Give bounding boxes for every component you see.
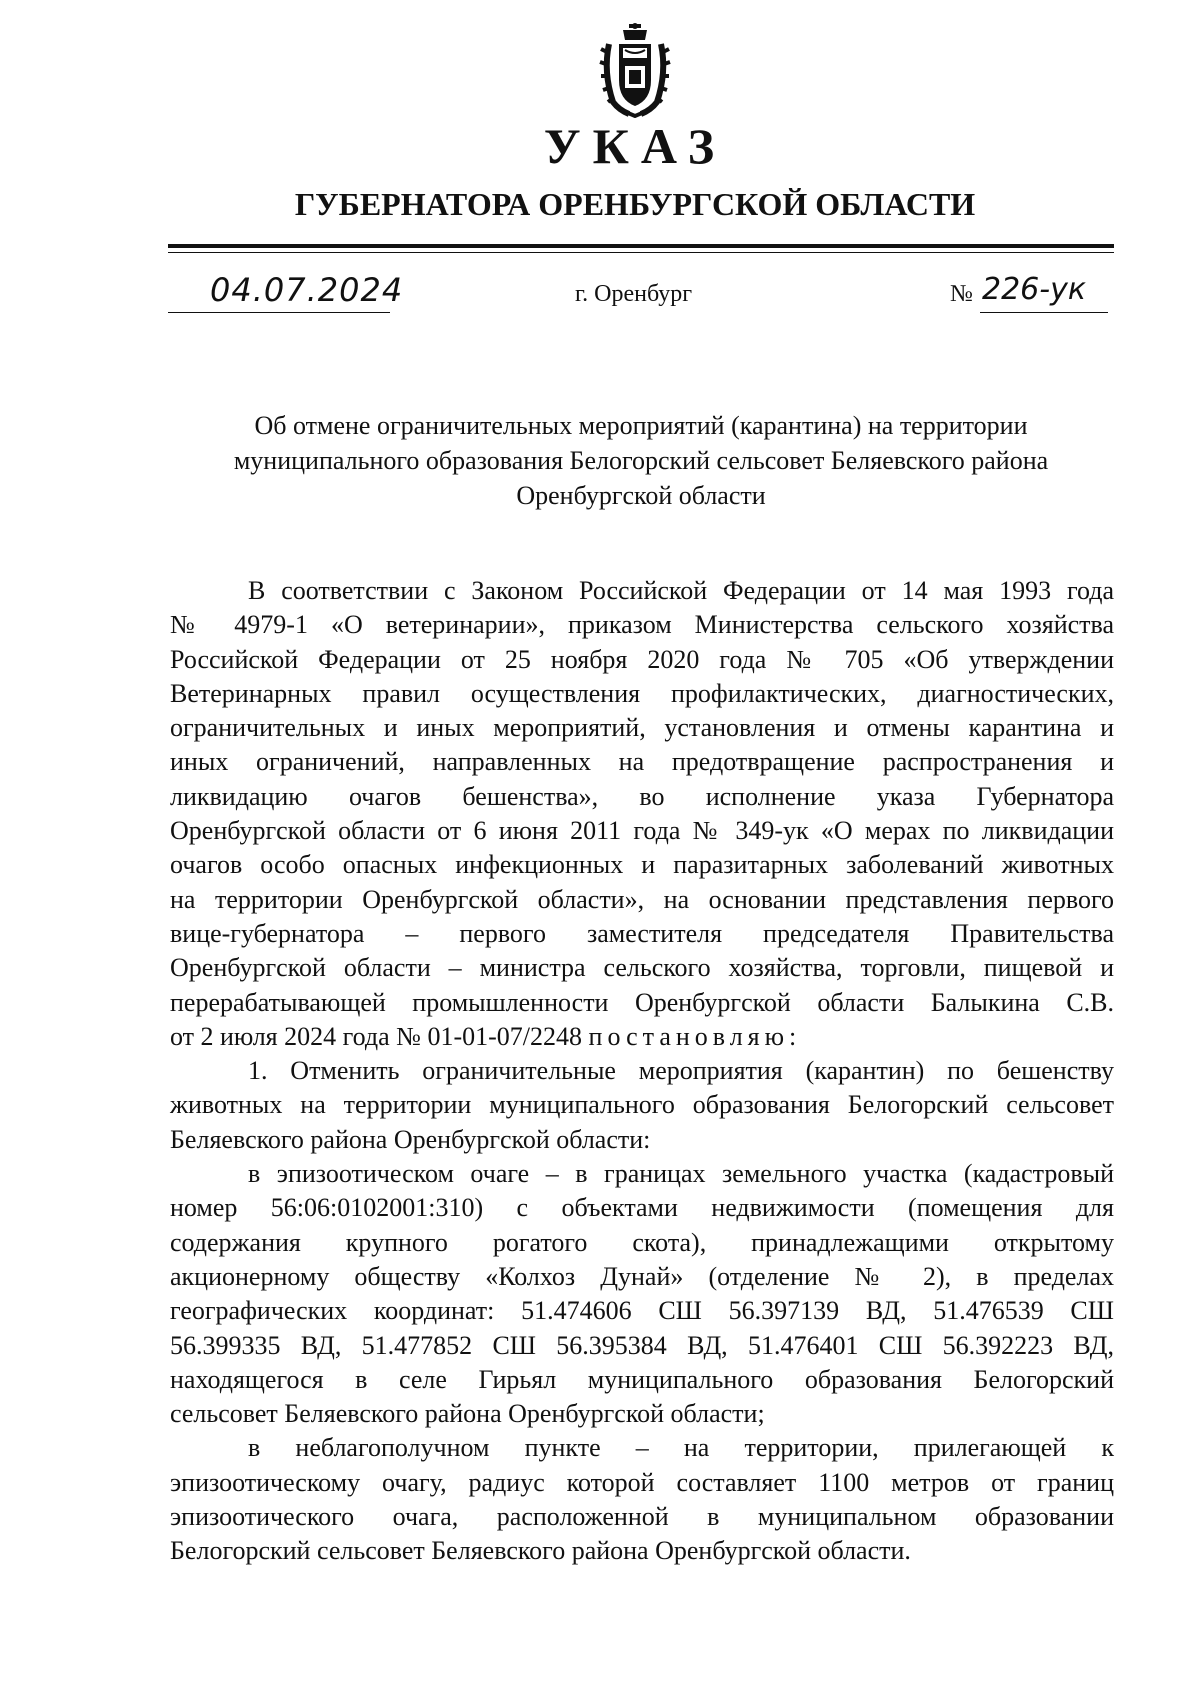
- body-line: В соответствии с Законом Российской Федерации от 14 мая 1993 года: [248, 576, 1114, 605]
- number-sign: №: [950, 281, 973, 307]
- coat-of-arms-icon: [599, 22, 671, 118]
- body-line: акционерному обществу «Колхоз Дунай» (отделение № 2), в пределах: [170, 1261, 1114, 1291]
- body-line: эпизоотическому очагу, радиус которой составляет 1100 метров от границ: [170, 1467, 1114, 1497]
- document-date: 04.07.2024: [210, 271, 404, 309]
- body-line: ограничительных и иных мероприятий, установления и отмены карантина и: [170, 713, 1114, 743]
- body-line: сельсовет Беляевского района Оренбургской области;: [170, 1399, 765, 1429]
- subject-line: муниципального образования Белогорский сельсовет Беляевского района: [233, 446, 1049, 475]
- body-line: иных ограничений, направленных на предотвращение распространения и: [170, 747, 1114, 777]
- header-divider-thin: [168, 252, 1114, 253]
- body-line: Оренбургской области от 6 июня 2011 года № 349-ук «О мерах по ликвидации: [170, 816, 1114, 846]
- body-line: ликвидацию очагов бешенства», во исполнение указа Губернатора: [170, 781, 1114, 811]
- document-body: [170, 574, 1114, 1569]
- body-line: географических координат: 51.474606 СШ 56.397139 ВД, 51.476539 СШ: [170, 1296, 1114, 1326]
- preamble-end: от 2 июля 2024 года № 01-01-07/2248: [170, 1021, 583, 1051]
- document-number: 226-ук: [982, 272, 1086, 307]
- date-underline: [168, 312, 390, 313]
- body-line: животных на территории муниципального образования Белогорский сельсовет: [170, 1090, 1114, 1120]
- subject-line: Оренбургской области: [516, 481, 766, 510]
- body-line: очагов особо опасных инфекционных и паразитарных заболеваний животных: [170, 850, 1114, 880]
- document-subject: [168, 408, 1114, 513]
- header-divider-thick: [168, 244, 1114, 248]
- body-line: перерабатывающей промышленности Оренбургской области Балыкина С.В.: [170, 987, 1114, 1017]
- subject-line: Об отмене ограничительных мероприятий (карантина) на территории: [254, 411, 1028, 440]
- body-line: 56.399335 ВД, 51.477852 СШ 56.395384 ВД, 51.476401 СШ 56.392223 ВД,: [170, 1330, 1114, 1360]
- document-issuer: ГУБЕРНАТОРА ОРЕНБУРГСКОЙ ОБЛАСТИ: [294, 186, 976, 222]
- body-line: в неблагополучном пункте – на территории, прилегающей к: [248, 1433, 1114, 1463]
- body-line: эпизоотического очага, расположенной в муниципальном образовании: [170, 1502, 1114, 1532]
- decree-word: постановляю:: [588, 1021, 802, 1051]
- body-line: в эпизоотическом очаге – в границах земельного участка (кадастровый: [248, 1159, 1114, 1189]
- body-line: 1. Отменить ограничительные мероприятия (карантин) по бешенству: [248, 1056, 1114, 1086]
- body-line: содержания крупного рогатого скота), принадлежащими открытому: [170, 1227, 1114, 1257]
- body-line-decree: [170, 1020, 1114, 1054]
- body-line: Российской Федерации от 25 ноября 2020 года № 705 «Об утверждении: [170, 644, 1114, 674]
- body-line: Белогорский сельсовет Беляевского района Оренбургской области.: [170, 1536, 911, 1566]
- body-line: на территории Оренбургской области», на основании представления первого: [170, 884, 1114, 914]
- document-title: УКАЗ: [543, 118, 727, 174]
- coat-of-arms-emblem: [599, 22, 671, 118]
- body-line: Оренбургской области – министра сельского хозяйства, торговли, пищевой и: [170, 953, 1114, 983]
- body-line: Беляевского района Оренбургской области:: [170, 1124, 651, 1154]
- body-line: Ветеринарных правил осуществления профилактических, диагностических,: [170, 678, 1114, 708]
- body-line: находящегося в селе Гирьял муниципального образования Белогорский: [170, 1364, 1114, 1394]
- body-line: номер 56:06:0102001:310) с объектами недвижимости (помещения для: [170, 1193, 1114, 1223]
- document-city: г. Оренбург: [575, 281, 693, 307]
- body-line: вице-губернатора – первого заместителя председателя Правительства: [170, 918, 1114, 948]
- body-line: № 4979-1 «О ветеринарии», приказом Министерства сельского хозяйства: [170, 610, 1114, 640]
- number-underline: [980, 312, 1108, 313]
